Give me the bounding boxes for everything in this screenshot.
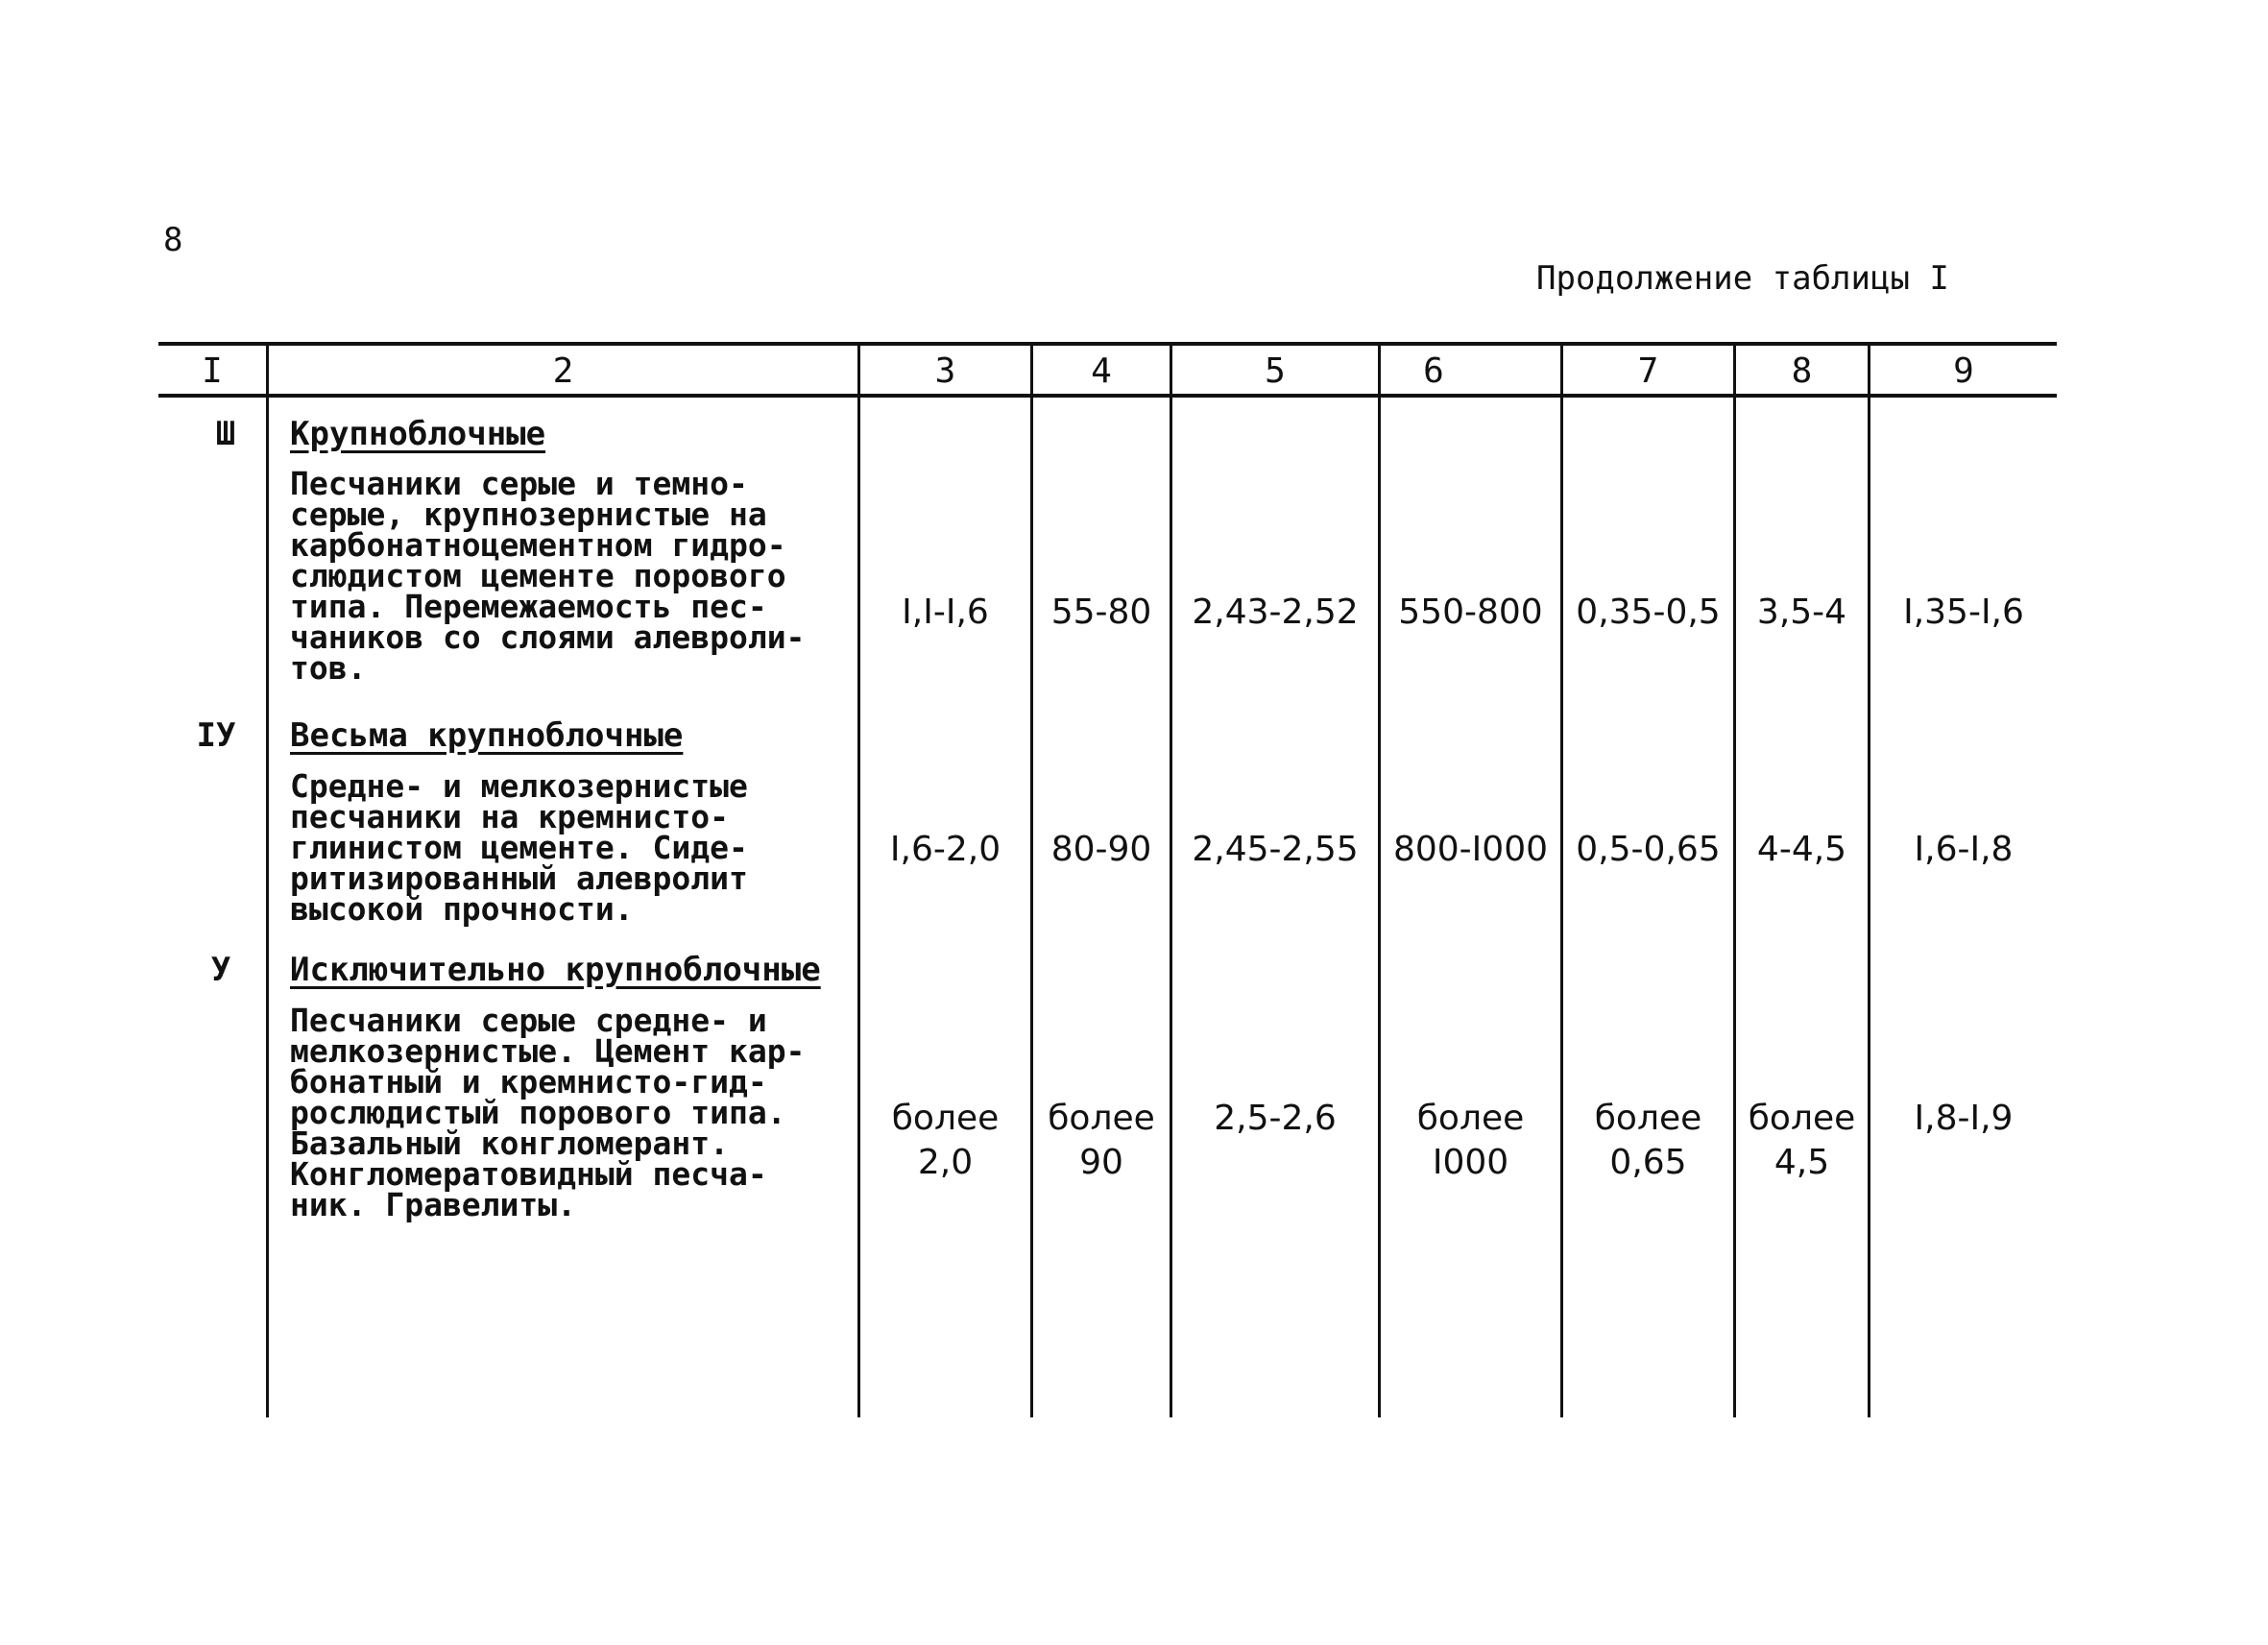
cell-col3: I,6-2,0 xyxy=(889,830,1001,869)
cell-col4: 80-90 xyxy=(1050,830,1152,869)
column-divider xyxy=(1868,342,1870,1417)
column-header-7: 7 xyxy=(1637,351,1659,391)
column-header-2: 2 xyxy=(552,351,574,391)
column-divider xyxy=(1560,342,1563,1417)
cell-col9: I,35-I,6 xyxy=(1903,593,2024,632)
column-header-5: 5 xyxy=(1265,351,1286,391)
row-category: У xyxy=(210,951,231,989)
row-description: Песчаники серые и темно- серые, крупнозернистые на карбонатноцементном гидро- слюдистом цементе порового типа. Перемежаемость пес- чаников со слоями алевроли- тов. xyxy=(290,465,806,687)
table-caption: Продолжение таблицы I xyxy=(1536,259,1949,298)
cell-col6: более I000 xyxy=(1416,1099,1525,1182)
column-header-3: 3 xyxy=(934,351,956,391)
column-divider xyxy=(1170,342,1172,1417)
cell-col9: I,6-I,8 xyxy=(1914,830,2014,869)
column-header-9: 9 xyxy=(1953,351,1974,391)
cell-col5: 2,5-2,6 xyxy=(1214,1099,1337,1138)
column-divider xyxy=(1733,342,1736,1417)
table-header-rule xyxy=(158,394,2057,398)
cell-col7: более 0,65 xyxy=(1594,1099,1702,1182)
cell-col5: 2,43-2,52 xyxy=(1192,593,1359,632)
cell-col8: более 4,5 xyxy=(1748,1099,1856,1182)
cell-col8: 3,5-4 xyxy=(1756,593,1847,632)
cell-col3: более 2,0 xyxy=(891,1099,1000,1182)
row-title: Крупноблочные xyxy=(290,415,546,453)
column-header-6: 6 xyxy=(1423,351,1444,391)
cell-col8: 4-4,5 xyxy=(1756,830,1847,869)
row-category: Ш xyxy=(215,415,236,453)
column-divider xyxy=(1378,342,1381,1417)
column-header-1: I xyxy=(202,351,223,391)
column-divider xyxy=(1030,342,1033,1417)
cell-col3: I,I-I,6 xyxy=(902,593,989,632)
cell-col9: I,8-I,9 xyxy=(1914,1099,2014,1138)
page-number: 8 xyxy=(163,221,183,259)
row-category: IУ xyxy=(196,716,236,755)
column-divider xyxy=(266,342,269,1417)
cell-col6: 550-800 xyxy=(1398,593,1543,632)
table-top-rule xyxy=(158,342,2057,346)
column-divider xyxy=(857,342,860,1417)
column-header-8: 8 xyxy=(1791,351,1813,391)
cell-col4: более 90 xyxy=(1048,1099,1155,1182)
row-title: Весьма крупноблочные xyxy=(290,716,684,755)
row-description: Песчаники серые средне- и мелкозернистые. Цемент кар- бонатный и кремнисто-гид- рослюдистый порового типа. Базальный конгломерант. Конгломератовидный песча- ник. Гравелиты. xyxy=(290,1002,806,1223)
row-title: Исключительно крупноблочные xyxy=(290,951,821,989)
column-header-4: 4 xyxy=(1091,351,1112,391)
cell-col6: 800-I000 xyxy=(1392,830,1549,869)
cell-col7: 0,35-0,5 xyxy=(1576,593,1721,632)
row-description: Средне- и мелкозернистые песчаники на кремнисто- глинистом цементе. Сиде- ритизированный алевролит высокой прочности. xyxy=(290,767,748,928)
cell-col5: 2,45-2,55 xyxy=(1192,830,1359,869)
cell-col4: 55-80 xyxy=(1050,593,1152,632)
cell-col7: 0,5-0,65 xyxy=(1576,830,1721,869)
